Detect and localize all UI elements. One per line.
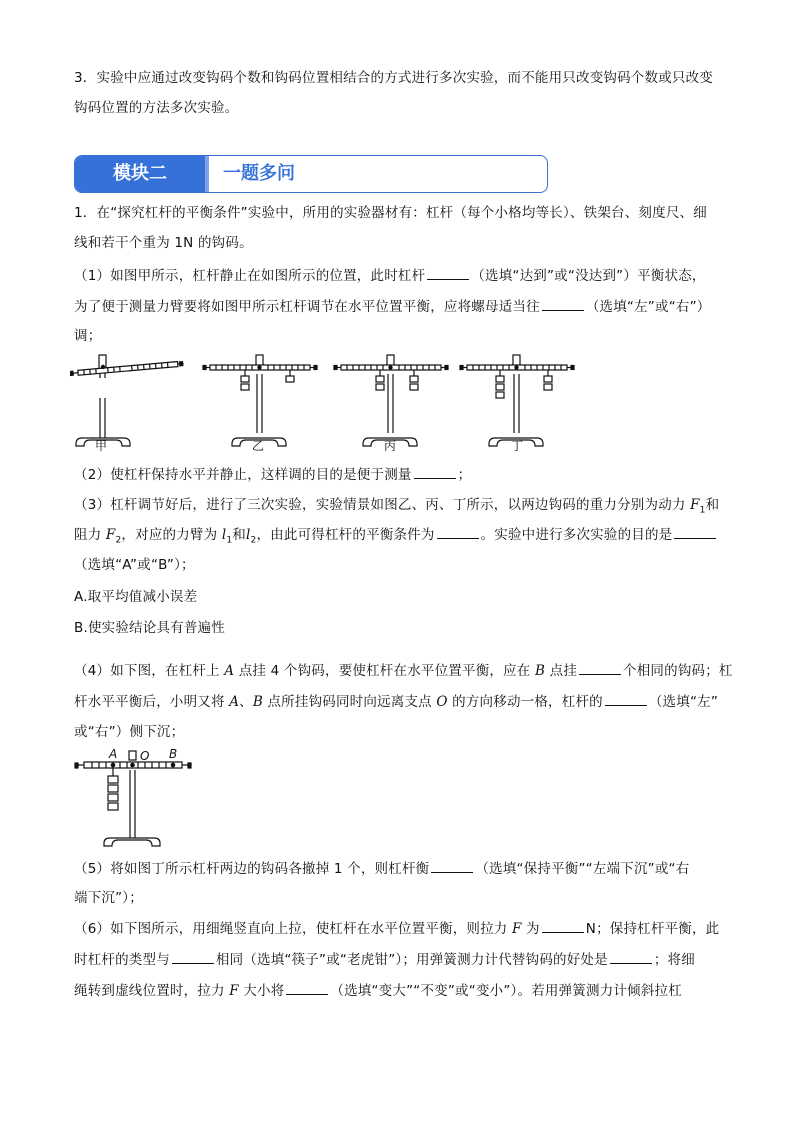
- figure-label-jia: 甲: [95, 439, 108, 453]
- figure-label-ding: 丁: [511, 439, 524, 453]
- text: 点挂: [545, 663, 578, 679]
- text: （选填“左”: [648, 694, 719, 710]
- answer-blank[interactable]: [437, 524, 479, 539]
- text: ，对应的力臂为: [121, 527, 222, 543]
- answer-blank[interactable]: [414, 464, 456, 479]
- q1-stem-line-1: 1．在“探究杠杆的平衡条件”实验中，所用的实验器材有：杠杆（每个小格均等长）、铁架台、刻度尺、细: [74, 205, 707, 221]
- q1-part1-line-2: [74, 293, 734, 321]
- symbol-F: F: [229, 983, 239, 999]
- answer-blank[interactable]: [427, 265, 469, 280]
- label-O: O: [140, 749, 150, 763]
- text: 为: [521, 921, 540, 937]
- text: （6）如下图所示，用细绳竖直向上拉，使杠杆在水平位置平衡，则拉力: [74, 921, 512, 937]
- subscript: 1: [699, 505, 706, 516]
- q1-part6-line-2: [74, 946, 734, 974]
- text: 的方向移动一格，杠杆的: [447, 694, 603, 710]
- text: （选填“保持平衡”“左端下沉”或“右: [475, 861, 690, 877]
- q1-part4-line-1: [74, 657, 734, 685]
- figure-bing: [334, 355, 448, 446]
- intro-line-1: 3．实验中应通过改变钩码个数和钩码位置相结合的方式进行多次实验，而不能用只改变钩码个数或只改变: [74, 70, 713, 86]
- point-O: O: [436, 694, 448, 710]
- label-B: B: [169, 747, 178, 761]
- answer-blank[interactable]: [579, 660, 621, 675]
- text: 个相同的钩码；杠: [623, 663, 733, 679]
- symbol-F: F: [690, 497, 700, 513]
- intro-line-2: 钩码位置的方法多次实验。: [74, 100, 239, 116]
- text: ；将细: [653, 952, 695, 968]
- q1-part6-line-3: [74, 977, 734, 1005]
- label-A: A: [109, 747, 118, 761]
- q1-part5-line-1: [74, 855, 734, 883]
- text: 绳转到虚线位置时，拉力: [74, 983, 230, 999]
- text: （4）如下图，在杠杆上: [74, 663, 225, 679]
- text: 点所挂钩码同时向远离支点: [262, 694, 437, 710]
- point-B: B: [535, 663, 546, 679]
- text: （选填“左”或“右”）: [585, 299, 711, 315]
- q1-part4-line-3: 或“右”）侧下沉；: [74, 724, 185, 740]
- module-tag-shade: [205, 156, 209, 192]
- subscript: 2: [250, 535, 257, 546]
- q1-part4-line-2: [74, 688, 734, 716]
- text: N；保持杠杆平衡，此: [585, 921, 720, 937]
- q1-part1-line-1: [74, 262, 734, 290]
- text: 杆水平平衡后，小明又将: [74, 694, 230, 710]
- text: 为了便于测量力臂要将如图甲所示杠杆调节在水平位置平衡，应将螺母适当往: [74, 299, 540, 315]
- q1-part1-line-3: 调；: [74, 328, 102, 344]
- q1-part3-line-2: [74, 521, 734, 555]
- text: （选填“达到”或“没达到”）平衡状态，: [471, 268, 706, 284]
- module-tag: 模块二: [75, 156, 205, 192]
- symbol-F: F: [105, 527, 116, 543]
- text: 、: [239, 694, 253, 710]
- lever-figure-abo: [72, 746, 202, 848]
- text: （3）杠杆调节好后，进行了三次实验，实验情景如图乙、丙、丁所示，以两边钩码的重力分别为动力: [74, 497, 691, 513]
- answer-blank[interactable]: [542, 296, 584, 311]
- text: 。实验中进行多次实验的目的是: [480, 527, 673, 543]
- text: ，由此可得杠杆的平衡条件为: [256, 527, 435, 543]
- figure-label-yi: 乙: [252, 439, 265, 453]
- text: 和: [705, 497, 720, 513]
- figure-label-bing: 丙: [384, 439, 397, 453]
- option-b: B.使实验结论具有普遍性: [74, 620, 225, 636]
- text: ；: [457, 467, 472, 483]
- option-a: A.取平均值减小误差: [74, 589, 198, 605]
- answer-blank[interactable]: [542, 918, 584, 933]
- figure-jia: [70, 355, 184, 446]
- q1-stem-line-2: 线和若干个重为 1N 的钩码。: [74, 235, 253, 251]
- point-B: B: [252, 694, 263, 710]
- subscript: 1: [226, 535, 233, 546]
- text: （5）将如图丁所示杠杆两边的钩码各撤掉 1 个，则杠杆衡: [74, 861, 430, 877]
- subscript: 2: [115, 535, 122, 546]
- q1-part2: [74, 461, 734, 489]
- q1-part3-line-1: [74, 491, 734, 525]
- point-A: A: [224, 663, 235, 679]
- q1-part6-line-1: [74, 915, 734, 943]
- symbol-F: F: [511, 921, 522, 937]
- text: （1）如图甲所示，杠杆静止在如图所示的位置，此时杠杆: [74, 268, 426, 284]
- q1-part5-line-2: 端下沉”）；: [74, 890, 143, 906]
- text: 阻力: [74, 527, 106, 543]
- text: 大小将: [238, 983, 285, 999]
- figure-ding: [460, 355, 574, 446]
- figure-yi: [203, 355, 317, 446]
- answer-blank[interactable]: [605, 691, 647, 706]
- text: （2）使杠杆保持水平并静止，这样调的目的是便于测量: [74, 467, 412, 483]
- lever-figures: [70, 348, 590, 456]
- text: 时杠杆的类型与: [74, 952, 170, 968]
- symbol-l: l: [246, 527, 251, 543]
- answer-blank[interactable]: [610, 949, 652, 964]
- text: （选填“变大”“不变”或“变小”）。若用弹簧测力计倾斜拉杠: [330, 983, 682, 999]
- q1-part3-line-3: （选填“A”或“B”）；: [74, 557, 195, 573]
- text: 点挂 4 个钩码，要使杠杆在水平位置平衡，应在: [234, 663, 535, 679]
- module-header: [74, 155, 548, 193]
- point-A: A: [229, 694, 240, 710]
- answer-blank[interactable]: [431, 858, 473, 873]
- text: 和: [232, 527, 246, 543]
- symbol-l: l: [221, 527, 227, 543]
- answer-blank[interactable]: [674, 524, 716, 539]
- module-title: 一题多问: [223, 163, 295, 184]
- answer-blank[interactable]: [172, 949, 214, 964]
- answer-blank[interactable]: [286, 980, 328, 995]
- text: 相同（选填“筷子”或“老虎钳”）；用弹簧测力计代替钩码的好处是: [215, 952, 608, 968]
